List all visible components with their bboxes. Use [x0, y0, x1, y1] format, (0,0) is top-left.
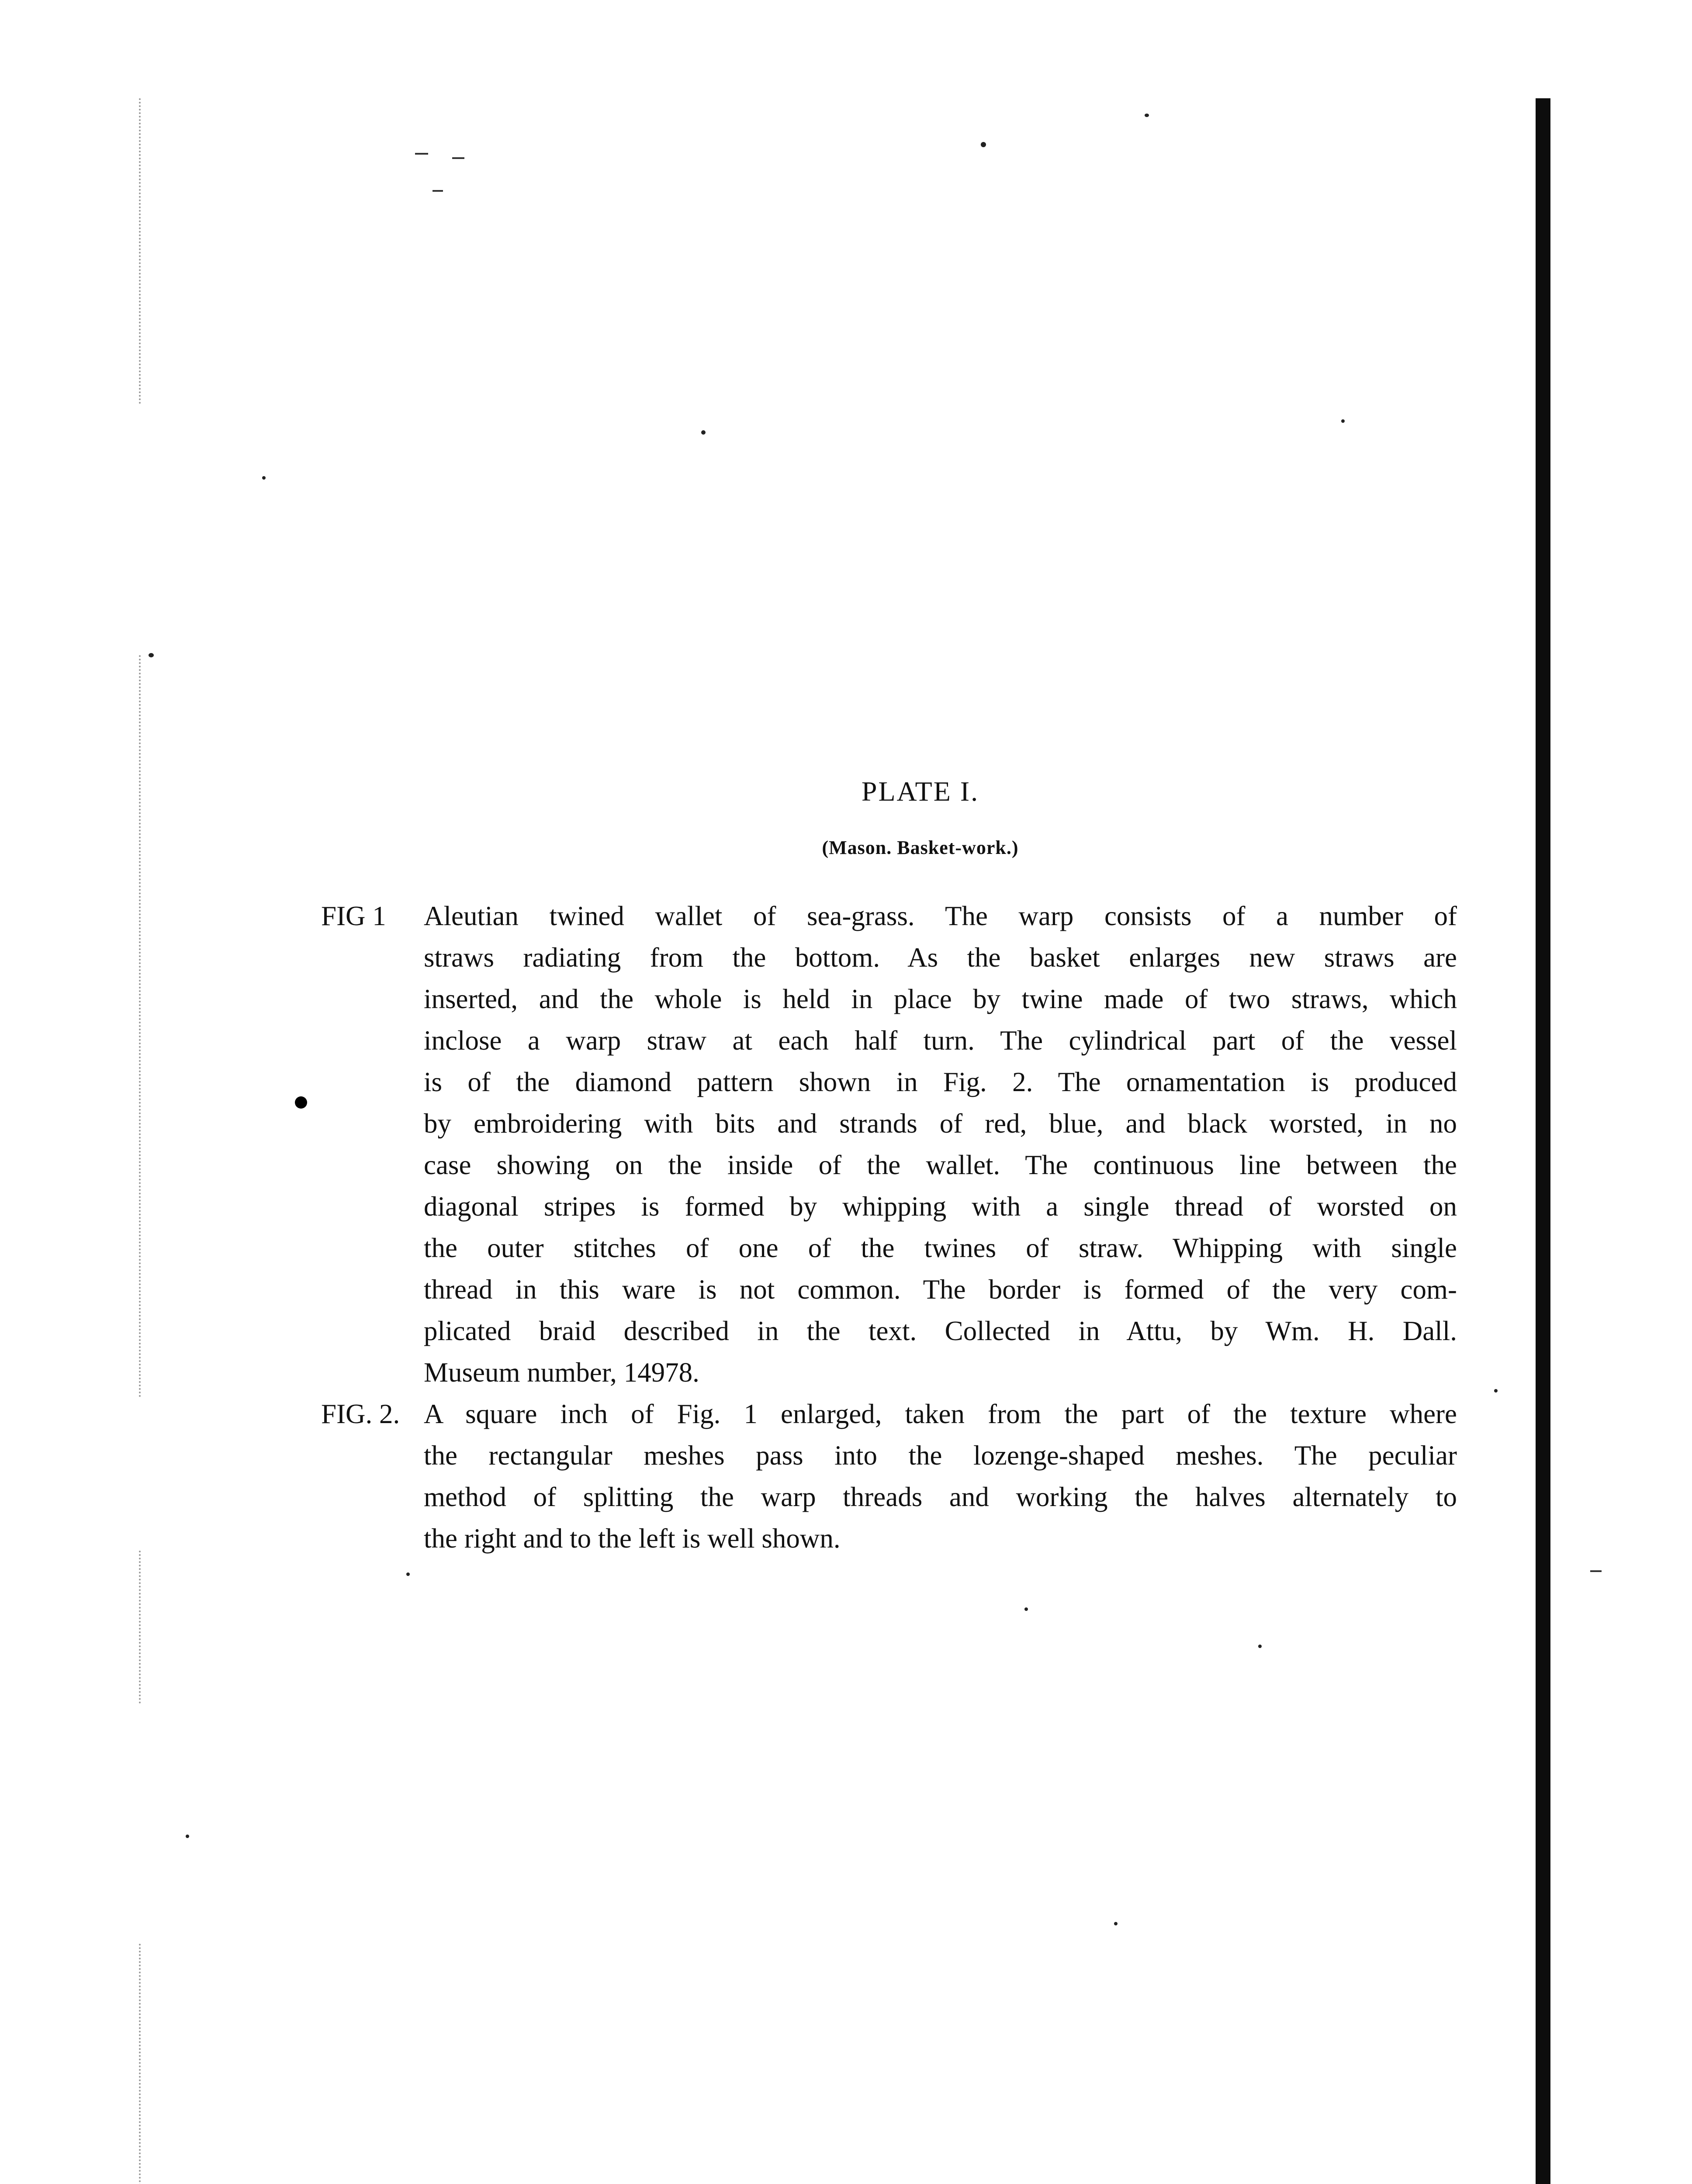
caption-line: Museum number, 14978. [424, 1357, 699, 1388]
plate-title: PLATE I. [861, 776, 979, 807]
scan-speck [406, 1572, 410, 1576]
scan-speck [149, 653, 154, 657]
caption-line: is of the diamond pattern shown in Fig. 2. The ornamentation is produced [424, 1067, 1457, 1097]
figure-1-description [424, 895, 1457, 1393]
scan-speck [1258, 1645, 1262, 1648]
caption-line: by embroidering with bits and strands of red, blue, and black worsted, in no [424, 1108, 1457, 1139]
caption-line: the outer stitches of one of the twines of straw. Whipping with single [424, 1233, 1457, 1263]
caption-line: the right and to the left is well shown. [424, 1523, 841, 1554]
scan-speck [452, 157, 464, 159]
caption-line: A square inch of Fig. 1 enlarged, taken from the part of the texture where [424, 1399, 1457, 1429]
scan-speck [701, 430, 706, 435]
caption-line: straws radiating from the bottom. As the basket enlarges new straws are [424, 942, 1457, 973]
binding-shadow-bar [1536, 98, 1550, 2184]
caption-line: thread in this ware is not common. The border is formed of the very com- [424, 1274, 1457, 1305]
scan-speck [1114, 1922, 1118, 1925]
scan-speck [981, 142, 986, 147]
scan-speck [295, 1096, 307, 1109]
figure-captions [321, 895, 1457, 1559]
caption-line: plicated braid described in the text. Collected in Attu, by Wm. H. Dall. [424, 1316, 1457, 1346]
caption-line: inclose a warp straw at each half turn. The cylindrical part of the vessel [424, 1025, 1457, 1056]
figure-1-caption [321, 895, 1457, 1393]
scan-speck [1145, 114, 1149, 117]
scan-speck [1590, 1570, 1602, 1572]
figure-2-caption [321, 1393, 1457, 1559]
caption-line: Aleutian twined wallet of sea-grass. The warp consists of a number of [424, 901, 1457, 931]
caption-line: inserted, and the whole is held in place by twine made of two straws, which [424, 984, 1457, 1014]
caption-line: diagonal stripes is formed by whipping with a single thread of worsted on [424, 1191, 1457, 1222]
scan-speck [1024, 1607, 1028, 1611]
caption-line: the rectangular meshes pass into the lozenge-shaped meshes. The peculiar [424, 1440, 1457, 1471]
scan-noise [139, 98, 158, 404]
scan-speck [1494, 1389, 1498, 1393]
figure-2-description [424, 1393, 1457, 1559]
scan-noise [139, 1944, 158, 2184]
scan-speck [1341, 419, 1345, 423]
scan-speck [415, 153, 428, 155]
plate-subtitle: (Mason. Basket-work.) [822, 837, 1019, 858]
scan-noise [139, 655, 158, 1398]
caption-line: case showing on the inside of the wallet. The continuous line between the [424, 1150, 1457, 1180]
figure-1-label: FIG 1 [321, 901, 386, 931]
caption-line: method of splitting the warp threads and working the halves alternately to [424, 1482, 1457, 1512]
scan-noise [139, 1551, 158, 1704]
scan-speck [262, 476, 266, 480]
figure-2-label: FIG. 2. [321, 1399, 400, 1429]
scan-speck [186, 1835, 189, 1838]
scan-speck [433, 190, 443, 192]
